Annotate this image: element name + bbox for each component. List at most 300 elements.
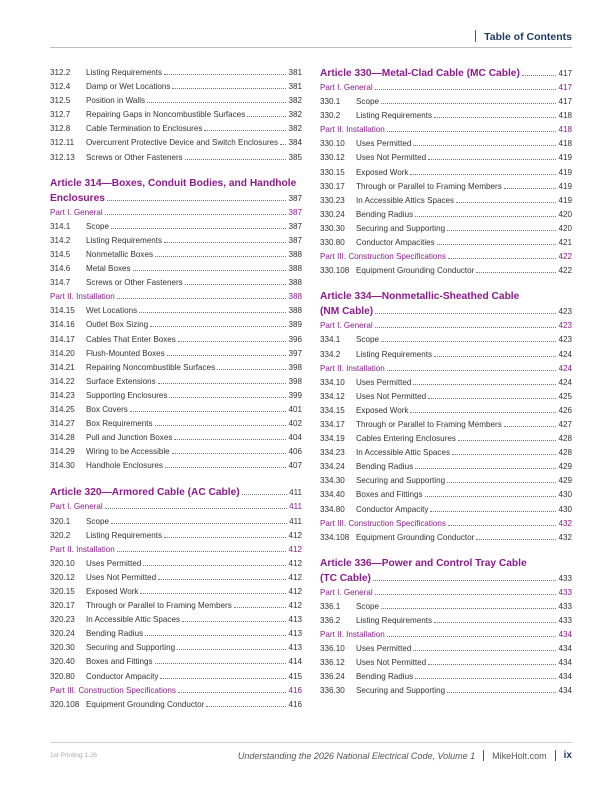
section-number: 314.25	[50, 404, 75, 414]
dot-leader	[247, 116, 286, 117]
toc-entry[interactable]	[320, 194, 572, 208]
article-heading-entry[interactable]	[320, 304, 572, 319]
section-number: 330.108	[320, 266, 350, 276]
dot-leader	[105, 214, 287, 215]
part-title: Part I. General	[50, 207, 103, 217]
toc-entry[interactable]	[320, 446, 572, 460]
article-heading: Article 334—Nonmetallic-Sheathed Cable	[320, 291, 520, 303]
section-number: 334.23	[320, 448, 345, 458]
section-number: 334.80	[320, 504, 345, 514]
section-title: Flush-Mounted Boxes	[86, 348, 165, 358]
section-number: 320.23	[50, 615, 75, 625]
dot-leader	[143, 565, 286, 566]
dot-leader	[160, 678, 286, 679]
section-title: Conductor Ampacity	[356, 504, 429, 514]
section-title: Screws or Other Fasteners	[86, 278, 183, 288]
toc-right-column	[320, 66, 572, 699]
section-title: Outlet Box Sizing	[86, 320, 149, 330]
dot-leader	[415, 678, 556, 679]
toc-entry[interactable]	[50, 375, 302, 389]
section-number: 330.30	[320, 223, 345, 233]
toc-part-entry[interactable]	[50, 684, 302, 698]
article-block	[320, 557, 572, 699]
toc-part-entry[interactable]	[320, 250, 572, 264]
toc-part-entry[interactable]	[50, 290, 302, 304]
dot-leader	[375, 89, 557, 90]
page-ref: 428	[558, 448, 572, 458]
section-number: 330.1	[320, 97, 341, 107]
dot-leader	[381, 341, 557, 342]
toc-entry[interactable]	[50, 347, 302, 361]
toc-entry[interactable]	[50, 122, 302, 136]
page-ref: 407	[288, 461, 302, 471]
page-ref: 434	[558, 686, 572, 696]
toc-entry[interactable]	[320, 656, 572, 670]
section-number: 320.15	[50, 587, 75, 596]
section-number: 330.12	[320, 153, 345, 163]
dot-leader	[178, 341, 287, 342]
section-title: Uses Permitted	[356, 377, 412, 387]
page-ref: 430	[558, 490, 572, 500]
header-rule	[50, 47, 572, 48]
section-number: 334.108	[320, 532, 350, 542]
part-title: Part II. Installation	[320, 125, 385, 135]
article-heading-entry[interactable]	[320, 66, 572, 81]
toc-entry[interactable]	[50, 641, 302, 655]
toc-part-entry[interactable]	[50, 543, 302, 557]
toc-entry[interactable]	[320, 432, 572, 446]
section-title: Boxes and Fittings	[86, 657, 153, 667]
dot-leader	[504, 426, 557, 427]
page-ref: 387	[288, 235, 302, 245]
toc-entry[interactable]	[50, 515, 302, 529]
dot-leader	[413, 384, 556, 385]
page-ref: 417	[558, 97, 572, 107]
article-heading: (TC Cable)	[320, 572, 371, 584]
dot-leader	[242, 494, 287, 495]
toc-entry[interactable]	[320, 264, 572, 278]
toc-entry[interactable]	[50, 557, 302, 571]
dot-leader	[164, 74, 286, 75]
page-ref: 433	[558, 587, 572, 597]
toc-entry[interactable]	[50, 627, 302, 641]
section-number: 314.28	[50, 433, 75, 443]
section-number: 334.17	[320, 419, 345, 429]
part-title: Part II. Installation	[320, 630, 385, 640]
page-ref: 417	[558, 83, 572, 92]
dot-leader	[375, 313, 556, 314]
part-title: Part I. General	[320, 83, 373, 92]
page-ref: 425	[558, 391, 572, 401]
footer-rule	[50, 742, 572, 743]
section-number: 320.2	[50, 530, 71, 540]
section-title: Nonmetallic Boxes	[86, 249, 154, 259]
section-title: Boxes and Fittings	[356, 490, 423, 500]
section-title: In Accessible Attic Spaces	[86, 615, 181, 625]
page-ref: 397	[288, 348, 302, 358]
toc-entry[interactable]	[50, 459, 302, 473]
toc-entry[interactable]	[320, 390, 572, 404]
page-ref: 433	[558, 573, 572, 583]
page-ref: 387	[288, 193, 302, 203]
dot-leader	[430, 511, 556, 512]
section-number: 336.1	[320, 601, 341, 611]
toc-part-entry[interactable]	[320, 319, 572, 333]
dot-leader	[434, 356, 556, 357]
toc-entry[interactable]	[320, 488, 572, 502]
toc-entry[interactable]	[320, 222, 572, 236]
section-number: 314.30	[50, 461, 75, 471]
dot-leader	[185, 159, 287, 160]
section-number: 336.10	[320, 644, 345, 654]
dot-leader	[280, 144, 286, 145]
toc-entry[interactable]	[320, 684, 572, 698]
page-ref: 418	[558, 139, 572, 149]
dot-leader	[448, 258, 557, 259]
dot-leader	[456, 202, 556, 203]
toc-entry[interactable]	[320, 474, 572, 488]
article-block	[320, 290, 572, 545]
section-title: Box Covers	[86, 404, 128, 414]
page-ref: 429	[558, 476, 572, 486]
section-title: Conductor Ampacities	[356, 238, 435, 248]
toc-entry[interactable]	[50, 333, 302, 347]
section-number: 320.24	[50, 629, 75, 639]
section-title: Scope	[86, 516, 109, 526]
toc-entry[interactable]	[50, 417, 302, 431]
part-title: Part II. Installation	[50, 544, 115, 554]
dot-leader	[217, 369, 286, 370]
section-title: Position in Walls	[86, 96, 146, 106]
section-title: Listing Requirements	[86, 530, 163, 540]
page-ref: 411	[289, 516, 302, 526]
article-heading: (NM Cable)	[320, 306, 374, 318]
dot-leader	[504, 188, 557, 189]
dot-leader	[107, 200, 287, 201]
toc-part-entry[interactable]	[320, 362, 572, 376]
section-title: Securing and Supporting	[86, 643, 176, 653]
toc-part-entry[interactable]	[50, 206, 302, 220]
toc-entry[interactable]	[50, 431, 302, 445]
toc-entry[interactable]	[50, 304, 302, 318]
toc-entry[interactable]	[50, 571, 302, 585]
toc-entry[interactable]	[50, 529, 302, 543]
page-ref: 388	[288, 292, 302, 302]
toc-entry[interactable]	[320, 348, 572, 362]
section-number: 334.15	[320, 405, 345, 415]
toc-part-entry[interactable]	[320, 81, 572, 95]
toc-entry[interactable]	[50, 234, 302, 248]
dot-leader	[413, 650, 556, 651]
page-ref: 402	[288, 419, 302, 429]
dot-leader	[387, 131, 557, 132]
page-ref: 382	[288, 96, 302, 106]
dot-leader	[111, 228, 287, 229]
toc-entry[interactable]	[320, 166, 572, 180]
part-title: Part I. General	[50, 502, 103, 512]
page-ref: 387	[288, 207, 302, 217]
section-number: 314.22	[50, 376, 75, 386]
page-ref: 398	[288, 376, 302, 386]
page-ref: 384	[288, 138, 302, 148]
toc-entry[interactable]	[50, 445, 302, 459]
dot-leader	[452, 454, 556, 455]
page-ref: 412	[288, 572, 302, 582]
toc-entry[interactable]	[320, 670, 572, 684]
dot-leader	[177, 649, 286, 650]
section-title: Securing and Supporting	[356, 686, 446, 696]
toc-entry[interactable]	[50, 262, 302, 276]
page-ref: 382	[288, 110, 302, 120]
section-title: Scope	[86, 221, 109, 231]
section-number: 314.23	[50, 390, 75, 400]
page-ref: 420	[558, 209, 572, 219]
section-number: 334.10	[320, 377, 345, 387]
toc-part-entry[interactable]	[320, 628, 572, 642]
section-number: 312.2	[50, 68, 71, 77]
section-number: 320.40	[50, 657, 75, 667]
section-title: In Accessible Attic Spaces	[356, 448, 451, 458]
section-title: Wiring to be Accessible	[86, 447, 170, 457]
section-title: Cables That Enter Boxes	[86, 334, 176, 344]
toc-entry[interactable]	[320, 531, 572, 545]
page-ref: 434	[558, 644, 572, 654]
dot-leader	[387, 636, 557, 637]
dot-leader	[117, 298, 287, 299]
toc-entry[interactable]	[50, 108, 302, 122]
toc-entry[interactable]	[320, 614, 572, 628]
section-number: 314.21	[50, 362, 75, 372]
section-number: 320.12	[50, 572, 75, 582]
part-title: Part II. Installation	[50, 292, 115, 302]
page-ref: 427	[558, 419, 572, 429]
printing-note: 1st Printing 1.26	[50, 752, 97, 759]
part-title: Part III. Construction Specifications	[320, 252, 446, 262]
section-number: 314.17	[50, 334, 75, 344]
toc-entry[interactable]	[50, 136, 302, 150]
toc-entry[interactable]	[50, 389, 302, 403]
section-title: Listing Requirements	[356, 111, 433, 121]
section-title: Listing Requirements	[86, 235, 163, 245]
section-number: 320.108	[50, 699, 80, 709]
dot-leader	[428, 159, 556, 160]
website-text: MikeHolt.com	[492, 750, 547, 761]
section-title: Cable Termination to Enclosures	[86, 124, 203, 134]
section-title: Damp or Wet Locations	[86, 82, 171, 92]
page-ref: 430	[558, 504, 572, 514]
dot-leader	[150, 326, 286, 327]
article-block	[50, 485, 302, 711]
toc-entry[interactable]	[320, 95, 572, 109]
page-ref: 419	[558, 181, 572, 191]
toc-entry[interactable]	[320, 236, 572, 250]
page-ref: 412	[288, 601, 302, 611]
dot-leader	[111, 523, 287, 524]
page-ref: 424	[558, 377, 572, 387]
section-number: 334.19	[320, 434, 345, 444]
section-title: Equipment Grounding Conductor	[356, 532, 475, 542]
toc-entry[interactable]	[50, 151, 302, 165]
dot-leader	[204, 130, 286, 131]
page-ref: 381	[288, 68, 302, 77]
dot-leader	[415, 468, 556, 469]
dot-leader	[381, 103, 557, 104]
toc-entry[interactable]	[320, 418, 572, 432]
toc-entry[interactable]	[320, 600, 572, 614]
toc-entry[interactable]	[50, 318, 302, 332]
page-ref: 424	[558, 349, 572, 359]
page-ref: 423	[558, 321, 572, 331]
toc-entry[interactable]	[50, 66, 302, 80]
dot-leader	[169, 397, 286, 398]
toc-entry[interactable]	[50, 220, 302, 234]
section-number: 330.15	[320, 167, 345, 177]
section-title: Uses Permitted	[356, 644, 412, 654]
page-ref: 432	[558, 518, 572, 528]
section-title: Uses Not Permitted	[356, 658, 427, 668]
toc-entry[interactable]	[320, 333, 572, 347]
toc-part-entry[interactable]	[320, 586, 572, 600]
section-number: 320.17	[50, 601, 75, 611]
section-number: 320.80	[50, 671, 75, 681]
toc-entry[interactable]	[320, 137, 572, 151]
section-number: 330.17	[320, 181, 345, 191]
toc-entry[interactable]	[50, 361, 302, 375]
toc-entry[interactable]	[320, 503, 572, 517]
page-ref: 385	[288, 152, 302, 162]
section-number: 320.10	[50, 558, 75, 568]
toc-entry[interactable]	[320, 109, 572, 123]
toc-part-entry[interactable]	[50, 500, 302, 514]
section-number: 314.20	[50, 348, 75, 358]
dot-leader	[158, 383, 287, 384]
section-number: 336.30	[320, 686, 345, 696]
page-ref: 388	[288, 306, 302, 316]
page-number: ix	[563, 750, 572, 761]
section-title: Scope	[356, 601, 379, 611]
dot-leader	[139, 312, 286, 313]
toc-entry[interactable]	[50, 599, 302, 613]
section-number: 336.24	[320, 672, 345, 682]
toc-entry[interactable]	[50, 655, 302, 669]
toc-section-list	[50, 66, 302, 165]
page-ref: 434	[558, 630, 572, 640]
section-title: Overcurrent Protective Device and Switch Enclosures	[86, 138, 279, 148]
page-ref: 420	[558, 223, 572, 233]
section-title: Uses Permitted	[356, 139, 412, 149]
toc-entry[interactable]	[320, 151, 572, 165]
article-heading: Article 314—Boxes, Conduit Bodies, and Handhole	[50, 177, 297, 189]
section-title: Exposed Work	[86, 587, 139, 596]
section-number: 320.1	[50, 516, 71, 526]
page-ref: 381	[288, 82, 302, 92]
toc-entry[interactable]	[50, 698, 302, 712]
section-number: 314.27	[50, 419, 75, 429]
dot-leader	[206, 706, 286, 707]
section-title: Bending Radius	[356, 462, 414, 472]
page-ref: 419	[558, 153, 572, 163]
dot-leader	[164, 242, 286, 243]
dot-leader	[476, 272, 556, 273]
section-number: 330.2	[320, 111, 341, 121]
toc-part-entry[interactable]	[320, 517, 572, 531]
dot-leader	[428, 664, 556, 665]
dot-leader	[182, 621, 286, 622]
dot-leader	[172, 453, 287, 454]
toc-entry[interactable]	[50, 94, 302, 108]
dot-leader	[413, 145, 556, 146]
dot-leader	[434, 117, 556, 118]
page-ref: 412	[288, 558, 302, 568]
toc-entry[interactable]	[320, 460, 572, 474]
section-number: 334.1	[320, 335, 341, 345]
page-ref: 422	[558, 252, 572, 262]
page-ref: 424	[558, 363, 572, 373]
section-number: 330.10	[320, 139, 345, 149]
toc-entry[interactable]	[320, 642, 572, 656]
section-title: Supporting Enclosures	[86, 390, 168, 400]
section-title: Screws or Other Fasteners	[86, 152, 183, 162]
page-ref: 413	[288, 643, 302, 653]
section-number: 314.5	[50, 249, 71, 259]
section-title: Bending Radius	[86, 629, 144, 639]
toc-entry[interactable]	[50, 248, 302, 262]
article-block	[50, 177, 302, 474]
section-title: Equipment Grounding Conductor	[86, 699, 205, 709]
footer-divider	[555, 750, 556, 761]
toc-entry[interactable]	[50, 585, 302, 599]
section-title: Exposed Work	[356, 167, 409, 177]
dot-leader	[234, 607, 287, 608]
toc-entry[interactable]	[50, 613, 302, 627]
toc-entry[interactable]	[50, 403, 302, 417]
toc-entry[interactable]	[320, 404, 572, 418]
page-ref: 388	[288, 264, 302, 274]
section-title: Repairing Gaps in Noncombustible Surfaces	[86, 110, 246, 120]
article-heading-entry[interactable]	[50, 191, 302, 206]
toc-entry[interactable]	[320, 208, 572, 222]
article-heading-entry[interactable]	[320, 571, 572, 586]
article-heading-entry[interactable]	[50, 485, 302, 500]
toc-entry[interactable]	[320, 180, 572, 194]
toc-entry[interactable]	[50, 276, 302, 290]
page-ref: 411	[289, 488, 302, 498]
toc-part-entry[interactable]	[320, 123, 572, 137]
toc-entry[interactable]	[50, 80, 302, 94]
page-ref: 399	[288, 390, 302, 400]
page-ref: 388	[288, 278, 302, 288]
page-ref: 423	[558, 307, 572, 317]
dot-leader	[434, 622, 556, 623]
dot-leader	[155, 425, 287, 426]
section-title: Uses Not Permitted	[356, 391, 427, 401]
article-heading: Enclosures	[50, 192, 105, 204]
dot-leader	[410, 412, 556, 413]
section-number: 334.12	[320, 391, 345, 401]
page-ref: 396	[288, 334, 302, 344]
section-title: Handhole Enclosures	[86, 461, 163, 471]
page-ref: 411	[289, 502, 302, 512]
section-title: Bending Radius	[356, 209, 414, 219]
footer-divider	[483, 750, 484, 761]
section-number: 314.15	[50, 306, 75, 316]
toc-entry[interactable]	[320, 376, 572, 390]
page-ref: 426	[558, 405, 572, 415]
toc-entry[interactable]	[50, 670, 302, 684]
section-title: Listing Requirements	[86, 68, 163, 77]
dot-leader	[172, 88, 286, 89]
dot-leader	[387, 370, 557, 371]
